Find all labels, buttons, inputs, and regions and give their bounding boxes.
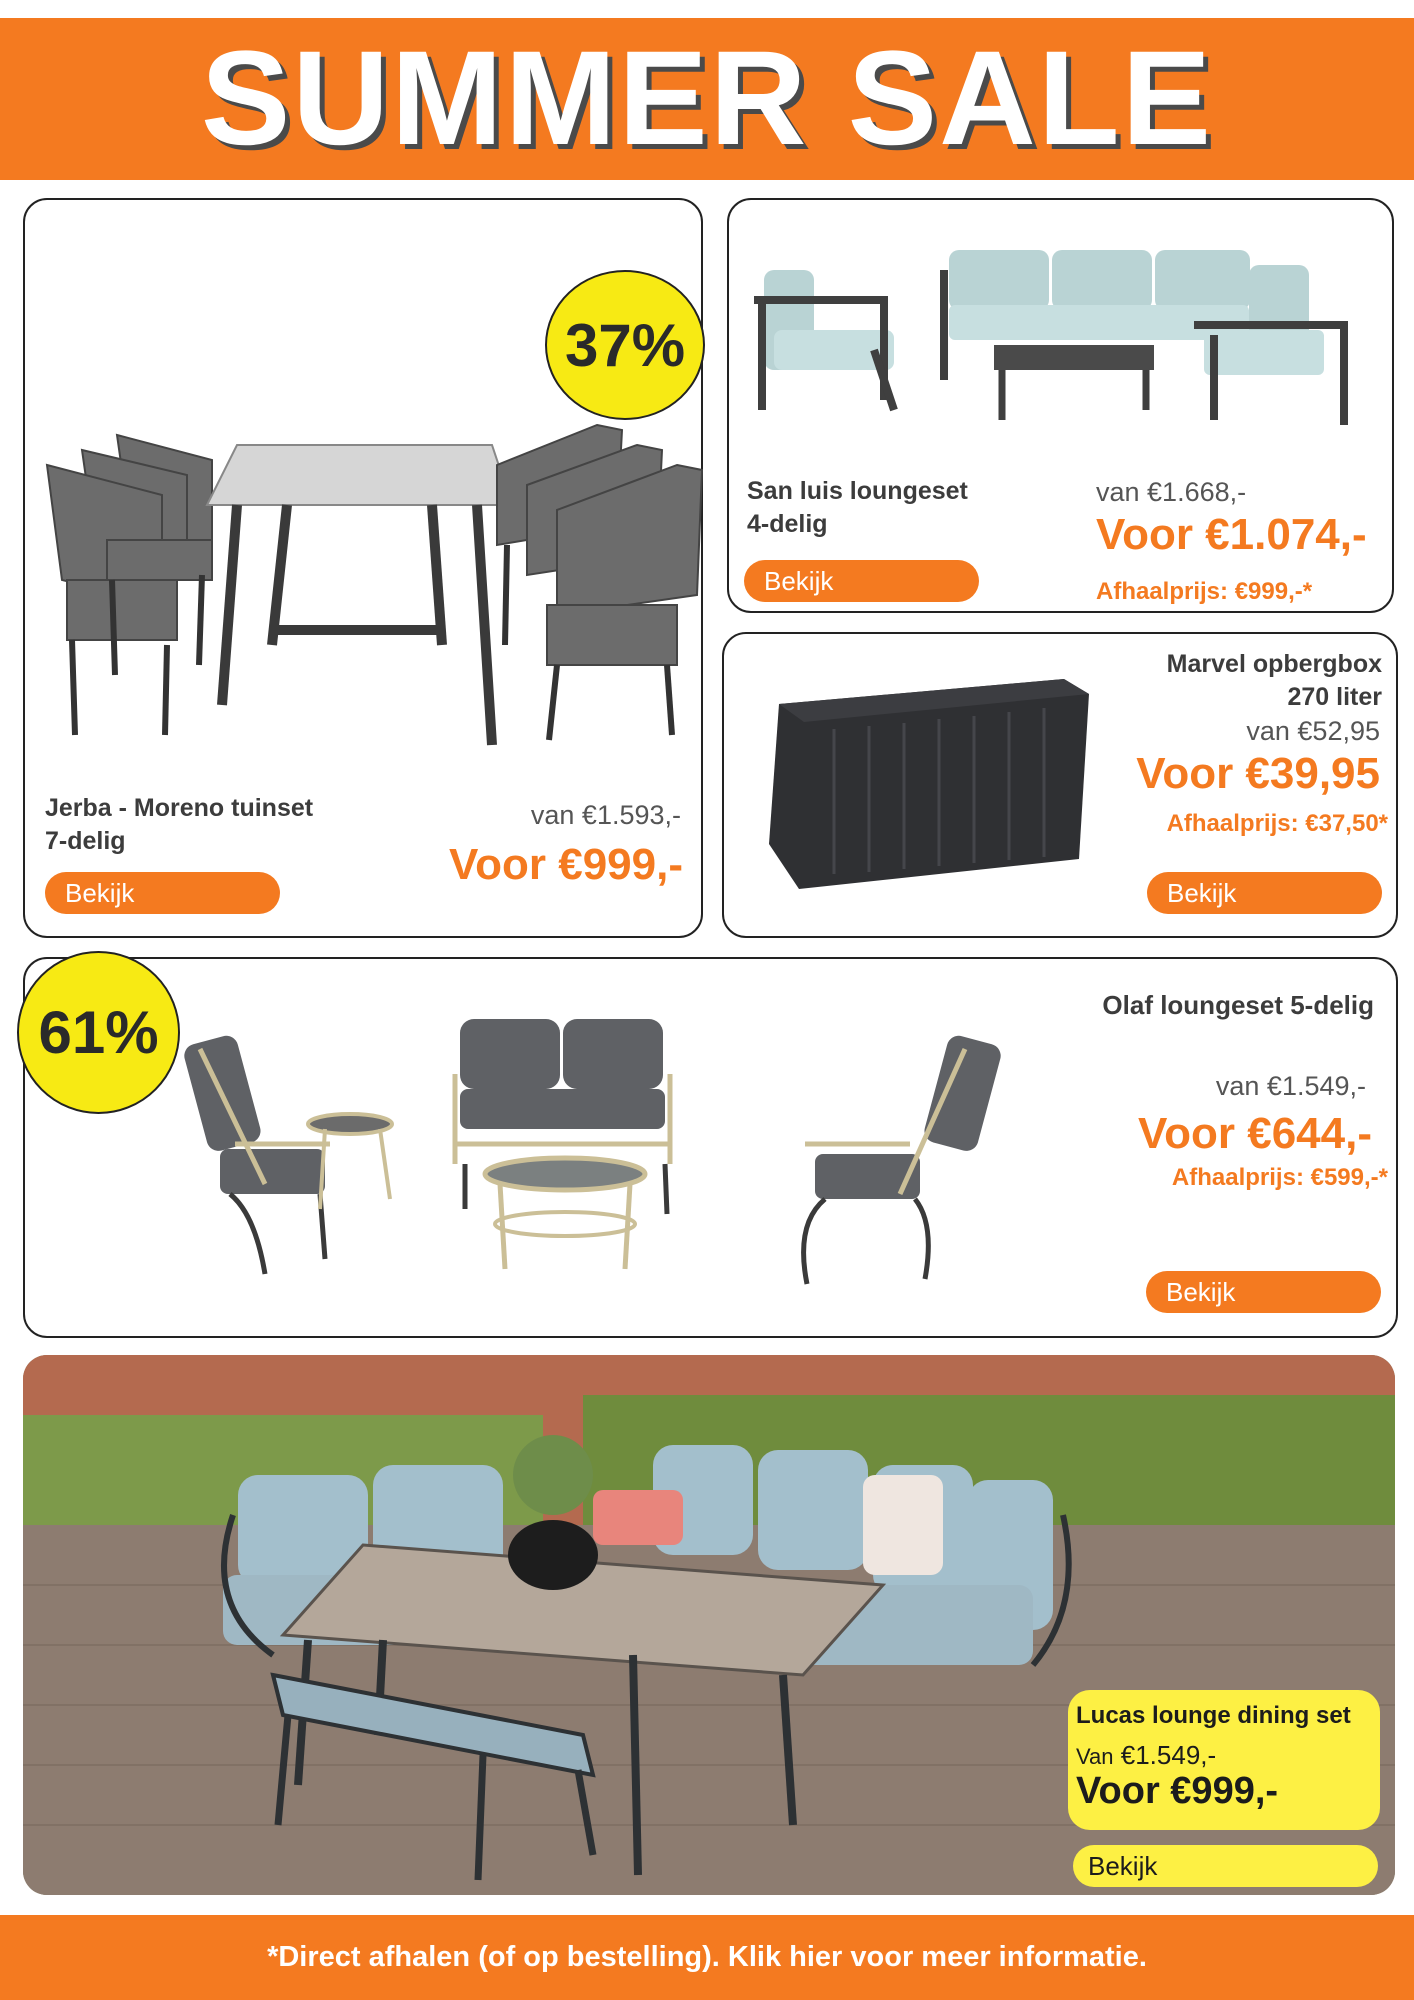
- san-luis-pickup-price: Afhaalprijs: €999,-*: [1096, 578, 1313, 605]
- jerba-name-line2: 7-delig: [45, 827, 126, 855]
- discount-badge-61: 61%: [17, 951, 180, 1114]
- san-luis-name-line2: 4-delig: [747, 510, 828, 538]
- lucas-original-price: [1076, 1740, 1216, 1771]
- olaf-sale-price: Voor €644,-: [1138, 1109, 1372, 1158]
- olaf-name: Olaf loungeset 5-delig: [1102, 990, 1374, 1020]
- footer-info-link[interactable]: *Direct afhalen (of op bestelling). Klik hier voor meer informatie.: [0, 1915, 1414, 2000]
- marvel-original-price: van €52,95: [1246, 716, 1380, 746]
- jerba-sale-price: Voor €999,-: [449, 840, 683, 889]
- discount-badge-37: 37%: [545, 270, 705, 420]
- olaf-pickup-price: Afhaalprijs: €599,-*: [1171, 1164, 1388, 1191]
- marvel-storage-box-image: [764, 674, 1094, 904]
- marvel-name-line2: 270 liter: [1287, 683, 1382, 711]
- marvel-sale-price: Voor €39,95: [1136, 749, 1380, 798]
- jerba-bekijk-button[interactable]: Bekijk: [45, 872, 280, 914]
- san-luis-bekijk-button[interactable]: Bekijk: [744, 560, 979, 602]
- product-card-marvel[interactable]: [722, 632, 1398, 938]
- marvel-name-line1: Marvel opbergbox: [1166, 650, 1382, 678]
- header-banner: [0, 18, 1414, 180]
- lucas-van-price: €1.549,-: [1120, 1740, 1217, 1770]
- san-luis-name-line1: San luis loungeset: [747, 477, 968, 505]
- lucas-name: Lucas lounge dining set: [1076, 1702, 1351, 1729]
- product-card-jerba[interactable]: [23, 198, 703, 938]
- product-card-lucas[interactable]: [23, 1355, 1395, 1895]
- jerba-original-price: van €1.593,-: [530, 800, 681, 830]
- olaf-lounge-set-image: [175, 1014, 1025, 1314]
- lucas-sale-price: Voor €999,-: [1076, 1770, 1279, 1812]
- olaf-original-price: van €1.549,-: [1215, 1071, 1366, 1101]
- san-luis-sale-price: Voor €1.074,-: [1096, 510, 1367, 559]
- lucas-van-prefix: Van: [1076, 1744, 1114, 1769]
- olaf-bekijk-button[interactable]: Bekijk: [1146, 1271, 1381, 1313]
- product-card-san-luis[interactable]: [727, 198, 1394, 613]
- product-card-olaf[interactable]: [23, 957, 1398, 1338]
- page-title: SUMMER SALE: [200, 24, 1214, 173]
- marvel-pickup-price: Afhaalprijs: €37,50*: [1166, 810, 1388, 837]
- jerba-name-line1: Jerba - Moreno tuinset: [45, 794, 314, 822]
- san-luis-lounge-image: [744, 240, 1384, 430]
- san-luis-original-price: van €1.668,-: [1096, 477, 1247, 507]
- marvel-bekijk-button[interactable]: Bekijk: [1147, 872, 1382, 914]
- lucas-bekijk-button[interactable]: Bekijk: [1073, 1845, 1378, 1887]
